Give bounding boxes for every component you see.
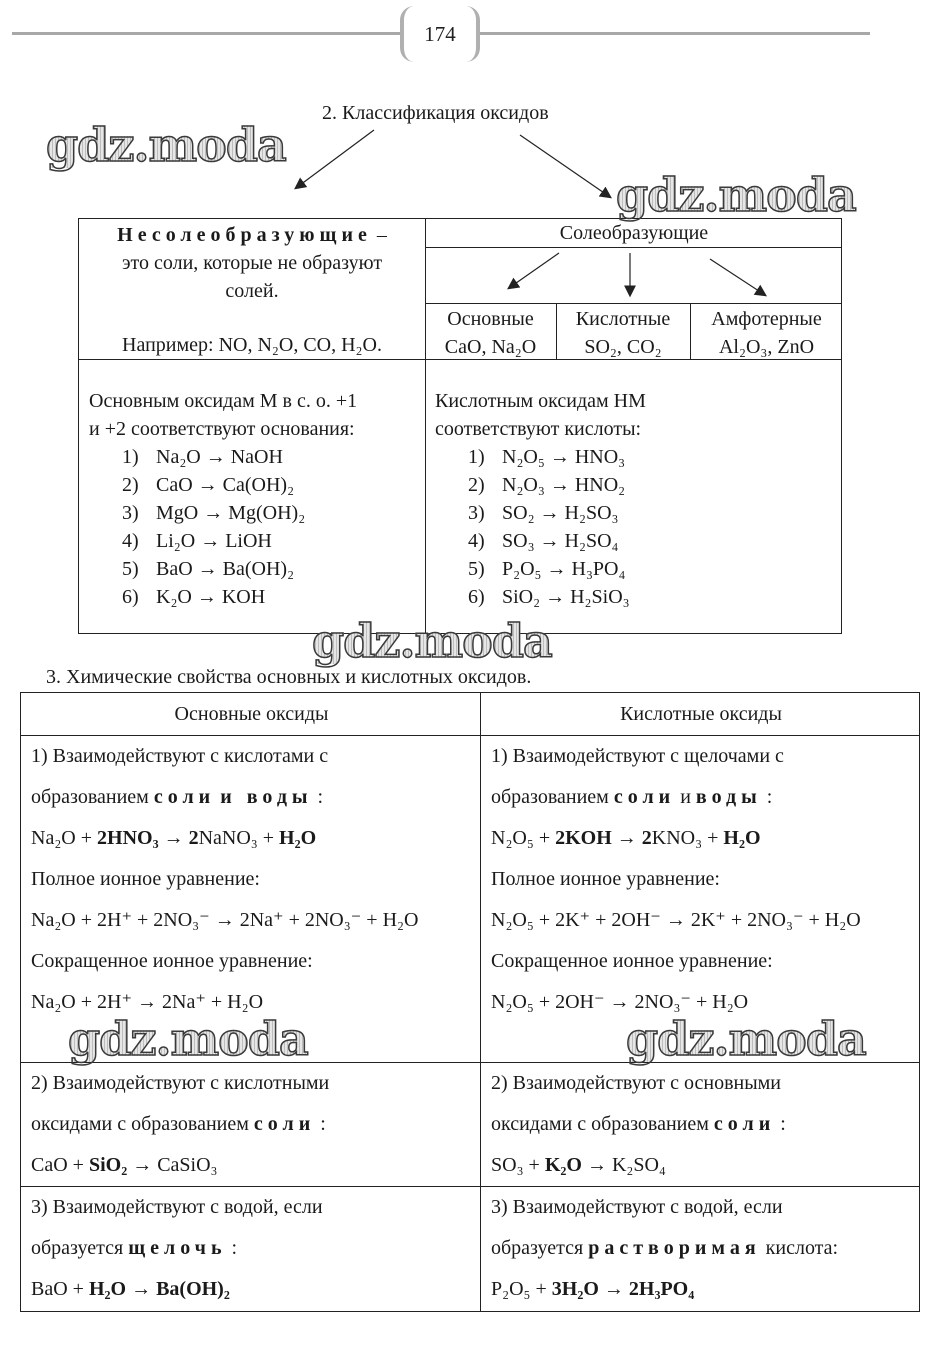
classification-arrows-icon <box>0 0 933 230</box>
table-row <box>21 1187 920 1312</box>
short-ionic-label: Сокращенное ионное уравнение: <box>491 950 773 972</box>
short-ionic-equation: N₂O₅ + 2OH⁻ → 2NO₃⁻ + H₂O <box>491 991 749 1013</box>
type-name: Кислотные <box>575 308 671 330</box>
section-3-title: 3. Химические свойства основных и кислотных оксидов. <box>46 666 532 688</box>
page-number-text: 174 <box>424 21 456 46</box>
basic-property-1 <box>21 736 481 1066</box>
molecular-equation: Na₂O + 2HNO₃ → 2NaNO₃ + H₂O <box>31 827 317 849</box>
list-item: 2) CaO → Ca(OH)₂ <box>122 474 295 496</box>
acidic-property-3 <box>481 1187 920 1312</box>
list-item: 5) BaO → Ba(OH)₂ <box>122 558 295 580</box>
list-item: 4) Li₂O → LiOH <box>122 530 272 552</box>
type-basic <box>425 305 556 361</box>
list-item: 6) K₂O → KOH <box>122 586 266 608</box>
basic-correspondence <box>89 387 419 611</box>
property-text: 1) Взаимодействуют с кислотами с <box>31 745 329 767</box>
divider <box>425 303 841 304</box>
full-ionic-label: Полное ионное уравнение: <box>31 868 260 890</box>
salt-forming-arrows-icon <box>425 247 843 303</box>
intro-text: соответствуют кислоты: <box>435 418 642 440</box>
header-acidic-oxides: Кислотные оксиды <box>481 693 920 736</box>
dash: – <box>371 224 387 246</box>
type-examples: Al₂O₃, ZnO <box>718 336 815 358</box>
table-row <box>21 1063 920 1187</box>
acidic-correspondence <box>435 387 835 611</box>
property-text: оксидами с образованием соли : <box>491 1113 786 1135</box>
basic-property-2 <box>21 1063 481 1187</box>
non-salt-forming-cell <box>79 221 425 359</box>
list-item: 3) MgO → Mg(OH)₂ <box>122 502 306 524</box>
full-ionic-label: Полное ионное уравнение: <box>491 868 720 890</box>
watermark: gdz.moda <box>68 1012 308 1066</box>
short-ionic-equation: Na₂O + 2H⁺ → 2Na⁺ + H₂O <box>31 991 264 1013</box>
watermark: gdz.moda <box>46 118 286 172</box>
section-2-title: 2. Классификация оксидов <box>322 102 549 124</box>
property-text: 2) Взаимодействуют с основными <box>491 1072 782 1094</box>
non-salt-forming-example: Например: NO, N₂O, CO, H₂O. <box>122 334 382 356</box>
equation: P₂O₅ + 3H₂O → 2H₃PO₄ <box>491 1278 695 1300</box>
full-ionic-equation: N₂O₅ + 2K⁺ + 2OH⁻ → 2K⁺ + 2NO₃⁻ + H₂O <box>491 909 861 931</box>
type-acidic <box>556 305 690 361</box>
equation: SO₃ + K₂O → K₂SO₄ <box>491 1154 666 1176</box>
property-text: 3) Взаимодействуют с водой, если <box>31 1196 323 1218</box>
watermark: gdz.moda <box>616 168 856 222</box>
watermark: gdz.moda <box>626 1012 866 1066</box>
basic-property-3 <box>21 1187 481 1312</box>
type-examples: CaO, Na₂O <box>444 336 537 358</box>
property-text: образуется щелочь : <box>31 1237 238 1259</box>
equation: BaO + H₂O → Ba(OH)₂ <box>31 1278 230 1300</box>
watermark: gdz.moda <box>312 614 552 668</box>
list-item: 4) SO₃ → H₂SO₄ <box>468 530 619 552</box>
divider <box>425 359 426 633</box>
non-salt-forming-title: Несолеобразующие <box>117 224 372 246</box>
list-item: 1) Na₂O → NaOH <box>122 446 283 468</box>
table-header-row <box>21 693 920 736</box>
intro-text: и +2 соответствуют основания: <box>89 418 355 440</box>
molecular-equation: N₂O₅ + 2KOH → 2KNO₃ + H₂O <box>491 827 761 849</box>
type-name: Амфотерные <box>711 308 822 330</box>
type-examples: SO₂, CO₂ <box>584 336 662 358</box>
intro-text: Кислотным оксидам НМ <box>435 390 646 412</box>
short-ionic-label: Сокращенное ионное уравнение: <box>31 950 313 972</box>
acidic-property-1 <box>481 736 920 1066</box>
property-text: образованием соли и воды : <box>31 786 324 808</box>
list-item: 6) SiO₂ → H₂SiO₃ <box>468 586 630 608</box>
salt-forming-title: Солеобразующие <box>559 222 709 244</box>
list-item: 1) N₂O₅ → HNO₃ <box>468 446 626 468</box>
property-text: 3) Взаимодействуют с водой, если <box>491 1196 783 1218</box>
non-salt-forming-desc: солей. <box>225 280 279 302</box>
property-text: образованием соли и воды : <box>491 786 773 808</box>
type-name: Основные <box>447 308 534 330</box>
property-text: 1) Взаимодействуют с щелочами с <box>491 745 784 767</box>
equation: CaO + SiO₂ → CaSiO₃ <box>31 1154 218 1176</box>
acidic-property-2 <box>481 1063 920 1187</box>
properties-table <box>20 692 920 1312</box>
non-salt-forming-desc: это соли, которые не образуют <box>121 252 383 274</box>
property-text: оксидами с образованием соли : <box>31 1113 326 1135</box>
classification-table <box>78 218 842 634</box>
property-text: 2) Взаимодействуют с кислотными <box>31 1072 330 1094</box>
type-amphoteric <box>690 305 843 361</box>
list-item: 2) N₂O₃ → HNO₂ <box>468 474 626 496</box>
list-item: 5) P₂O₅ → H₃PO₄ <box>468 558 626 580</box>
header-basic-oxides: Основные оксиды <box>21 693 481 736</box>
full-ionic-equation: Na₂O + 2H⁺ + 2NO₃⁻ → 2Na⁺ + 2NO₃⁻ + H₂O <box>31 909 419 931</box>
table-row <box>21 736 920 1063</box>
property-text: образуется растворимая кислота: <box>491 1237 839 1259</box>
list-item: 3) SO₂ → H₂SO₃ <box>468 502 619 524</box>
intro-text: Основным оксидам М в с. о. +1 <box>89 390 358 412</box>
